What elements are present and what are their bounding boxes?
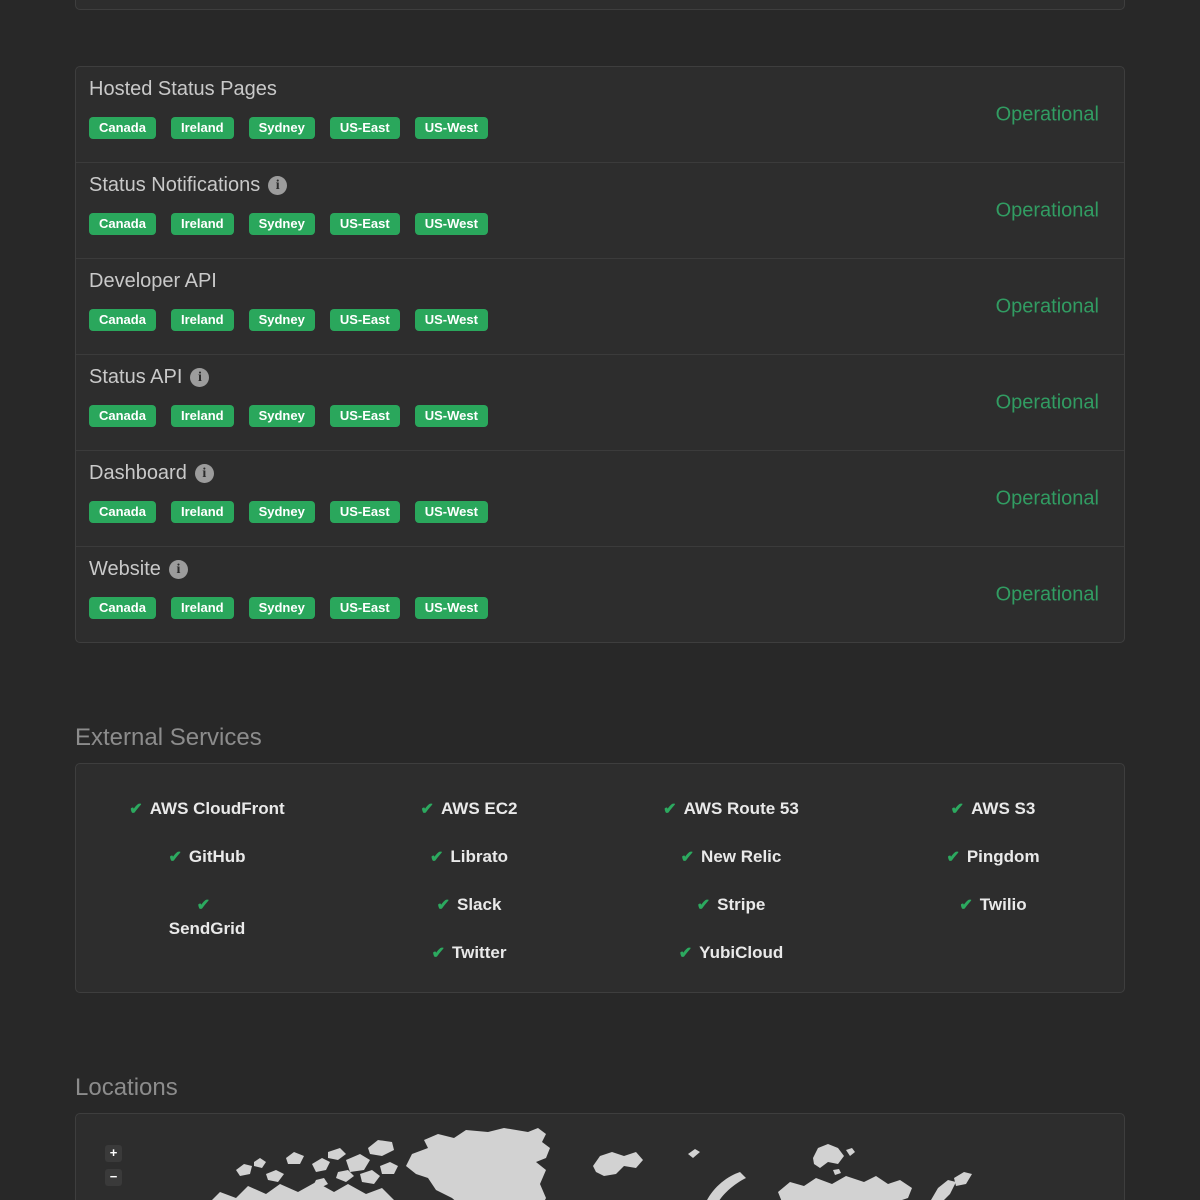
external-service-item xyxy=(862,845,1124,869)
map-zoom-in-button[interactable]: + xyxy=(105,1145,122,1162)
external-services-panel xyxy=(75,763,1125,993)
external-service-label: New Relic xyxy=(701,847,782,866)
service-name-label: Hosted Status Pages xyxy=(89,78,277,100)
service-name-label: Status API xyxy=(89,366,183,388)
external-service-label: Stripe xyxy=(717,895,766,914)
region-badges xyxy=(89,597,488,619)
external-service-label: Slack xyxy=(456,895,502,914)
map-zoom-controls xyxy=(105,1145,122,1186)
region-badge[interactable]: Ireland xyxy=(171,117,234,139)
external-service-label: AWS CloudFront xyxy=(149,799,285,818)
region-badge[interactable]: Canada xyxy=(89,117,156,139)
external-service-item xyxy=(862,893,1124,917)
external-service-label: Twitter xyxy=(451,943,507,962)
region-badge[interactable]: Canada xyxy=(89,597,156,619)
previous-panel-bottom-edge xyxy=(75,0,1125,10)
region-badge[interactable]: Ireland xyxy=(171,213,234,235)
check-icon: ✔ xyxy=(431,945,445,962)
info-icon[interactable]: i xyxy=(169,560,188,579)
region-badge[interactable]: Sydney xyxy=(249,405,315,427)
region-badge[interactable]: Canada xyxy=(89,213,156,235)
region-badge[interactable]: US-West xyxy=(415,405,488,427)
external-service-label: AWS Route 53 xyxy=(683,799,799,818)
check-icon: ✔ xyxy=(663,801,677,818)
external-service-label: AWS EC2 xyxy=(440,799,518,818)
external-service-item xyxy=(338,941,600,965)
service-status: Operational xyxy=(995,295,1099,317)
external-service-label: Twilio xyxy=(979,895,1027,914)
external-service-item xyxy=(600,797,862,821)
region-badge[interactable]: US-East xyxy=(330,501,400,523)
region-badge[interactable]: US-East xyxy=(330,213,400,235)
region-badge[interactable]: US-West xyxy=(415,501,488,523)
service-name xyxy=(89,366,209,389)
region-badge[interactable]: Canada xyxy=(89,309,156,331)
check-icon: ✔ xyxy=(429,849,444,866)
region-badges xyxy=(89,501,488,523)
info-icon[interactable]: i xyxy=(268,176,287,195)
check-icon: ✔ xyxy=(420,801,434,818)
region-badge[interactable]: US-West xyxy=(415,309,488,331)
service-name xyxy=(89,462,214,485)
region-badge[interactable]: US-East xyxy=(330,117,400,139)
service-status: Operational xyxy=(995,391,1099,413)
service-row xyxy=(76,450,1124,546)
region-badge[interactable]: US-West xyxy=(415,597,488,619)
external-service-item xyxy=(76,797,338,821)
region-badge[interactable]: Canada xyxy=(89,405,156,427)
region-badge[interactable]: Ireland xyxy=(171,309,234,331)
external-services-heading: External Services xyxy=(75,724,262,751)
region-badge[interactable]: US-East xyxy=(330,405,400,427)
region-badge[interactable]: Sydney xyxy=(249,213,315,235)
check-icon: ✔ xyxy=(946,849,960,866)
service-name-label: Website xyxy=(89,558,161,580)
region-badge[interactable]: US-West xyxy=(415,117,488,139)
region-badge[interactable]: Canada xyxy=(89,501,156,523)
check-icon: ✔ xyxy=(196,897,211,914)
external-service-label: Pingdom xyxy=(966,847,1040,866)
world-map[interactable] xyxy=(76,1114,1124,1200)
region-badge[interactable]: Sydney xyxy=(249,597,315,619)
external-service-label: SendGrid xyxy=(168,919,246,938)
external-service-label: YubiCloud xyxy=(699,943,784,962)
external-service-label: AWS S3 xyxy=(971,799,1036,818)
check-icon: ✔ xyxy=(680,849,695,866)
check-icon: ✔ xyxy=(950,801,965,818)
service-name xyxy=(89,558,188,581)
external-service-item xyxy=(862,797,1124,821)
region-badge[interactable]: Sydney xyxy=(249,117,315,139)
check-icon: ✔ xyxy=(436,897,450,914)
region-badge[interactable]: Ireland xyxy=(171,501,234,523)
external-service-label: Librato xyxy=(450,847,508,866)
region-badge[interactable]: Sydney xyxy=(249,309,315,331)
locations-heading: Locations xyxy=(75,1074,178,1101)
region-badges xyxy=(89,309,488,331)
external-services-list xyxy=(76,797,1124,989)
service-name xyxy=(89,78,277,101)
external-service-item xyxy=(338,845,600,869)
service-row xyxy=(76,67,1124,162)
region-badges xyxy=(89,213,488,235)
locations-map-panel xyxy=(75,1113,1125,1200)
region-badge[interactable]: Ireland xyxy=(171,405,234,427)
check-icon: ✔ xyxy=(696,897,711,914)
service-row xyxy=(76,162,1124,258)
external-service-item xyxy=(600,845,862,869)
external-service-item xyxy=(76,845,338,869)
service-name-label: Developer API xyxy=(89,270,217,292)
service-name-label: Status Notifications xyxy=(89,174,261,196)
check-icon: ✔ xyxy=(678,945,693,962)
external-service-item xyxy=(338,797,600,821)
service-row xyxy=(76,546,1124,642)
service-status: Operational xyxy=(995,487,1099,509)
region-badges xyxy=(89,405,488,427)
region-badge[interactable]: US-East xyxy=(330,309,400,331)
external-service-label: GitHub xyxy=(188,847,246,866)
region-badge[interactable]: US-East xyxy=(330,597,400,619)
region-badges xyxy=(89,117,488,139)
service-name xyxy=(89,174,287,197)
services-panel xyxy=(75,66,1125,643)
external-service-item xyxy=(338,893,600,917)
service-status: Operational xyxy=(995,199,1099,221)
service-status: Operational xyxy=(995,583,1099,605)
check-icon: ✔ xyxy=(959,897,973,914)
service-name xyxy=(89,270,217,293)
service-status: Operational xyxy=(995,103,1099,125)
service-row xyxy=(76,258,1124,354)
region-badge[interactable]: US-West xyxy=(415,213,488,235)
check-icon: ✔ xyxy=(129,801,143,818)
external-service-item xyxy=(76,893,338,938)
region-badge[interactable]: Sydney xyxy=(249,501,315,523)
region-badge[interactable]: Ireland xyxy=(171,597,234,619)
map-zoom-out-button[interactable]: − xyxy=(105,1169,122,1186)
service-name-label: Dashboard xyxy=(89,462,187,484)
service-row xyxy=(76,354,1124,450)
info-icon[interactable]: i xyxy=(190,368,209,387)
check-icon: ✔ xyxy=(168,849,182,866)
info-icon[interactable]: i xyxy=(195,464,214,483)
external-service-item xyxy=(600,941,862,965)
external-service-item xyxy=(600,893,862,917)
